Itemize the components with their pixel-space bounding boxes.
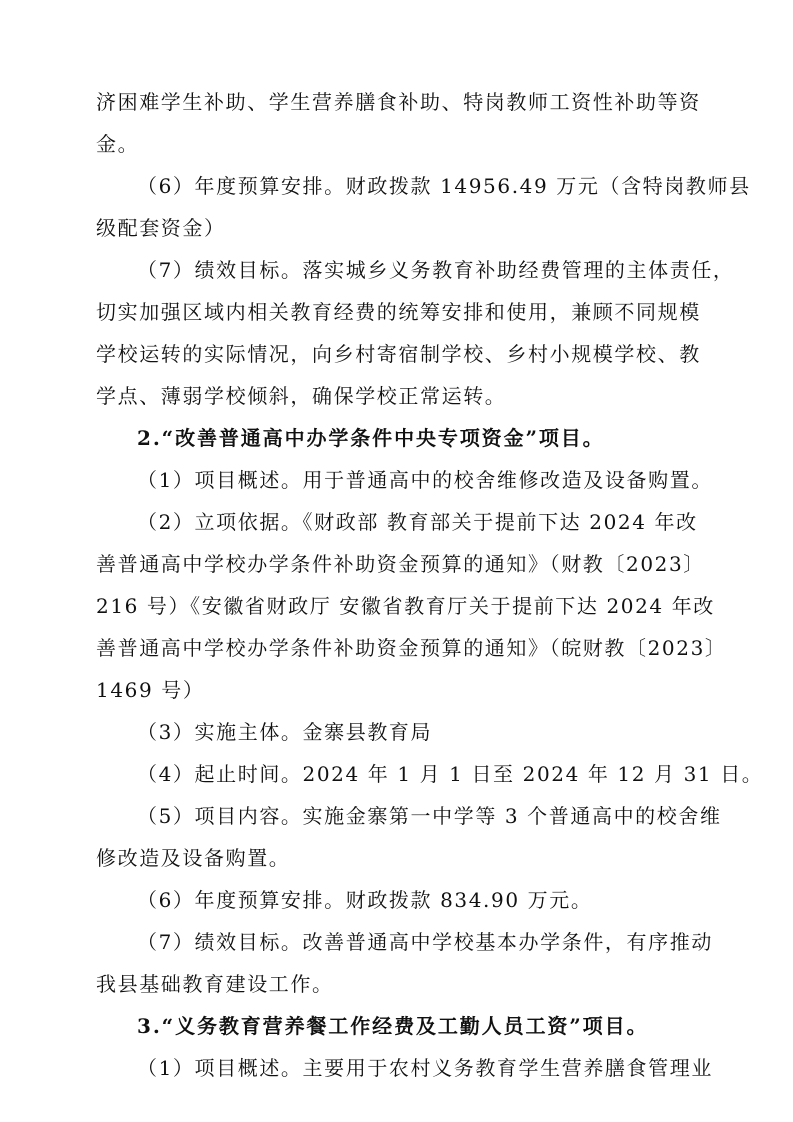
list-item-period: （4）起止时间。2024 年 1 月 1 日至 2024 年 12 月 31 日。 [137, 762, 764, 786]
body-text-line: 我县基础教育建设工作。 [96, 972, 334, 996]
list-item-basis: （2）立项依据。《财政部 教育部关于提前下达 2024 年改 [137, 510, 698, 534]
body-text-line: 1469 号） [96, 678, 205, 702]
list-item-annual-budget: （6）年度预算安排。财政拨款 834.90 万元。 [137, 888, 593, 912]
list-item-overview: （1）项目概述。用于普通高中的校舍维修改造及设备购置。 [137, 468, 713, 492]
list-item-performance-goal: （7）绩效目标。改善普通高中学校基本办学条件，有序推动 [137, 930, 713, 954]
body-text-line: 切实加强区域内相关教育经费的统筹安排和使用，兼顾不同规模 [96, 300, 701, 324]
list-item-performance-goal: （7）绩效目标。落实城乡义务教育补助经费管理的主体责任， [137, 258, 735, 282]
body-text-line: 善普通高中学校办学条件补助资金预算的通知》（财教〔2023〕 [96, 552, 705, 576]
body-text-line: 级配套资金） [96, 216, 226, 240]
list-item-implementer: （3）实施主体。金寨县教育局 [137, 720, 433, 744]
body-text-line: 学点、薄弱学校倾斜，确保学校正常运转。 [96, 384, 507, 408]
section-heading-3: 3.“义务教育营养餐工作经费及工勤人员工资”项目。 [137, 1014, 649, 1038]
list-item-overview: （1）项目概述。主要用于农村义务教育学生营养膳食管理业 [137, 1056, 713, 1080]
body-text-line: 学校运转的实际情况，向乡村寄宿制学校、乡村小规模学校、教 [96, 342, 701, 366]
body-text-line: 金。 [96, 132, 140, 156]
body-text-line: 216 号）《安徽省财政厅 安徽省教育厅关于提前下达 2024 年改 [96, 594, 715, 618]
list-item-content: （5）项目内容。实施金寨第一中学等 3 个普通高中的校舍维 [137, 804, 722, 828]
section-heading-2: 2.“改善普通高中办学条件中央专项资金”项目。 [137, 426, 605, 450]
body-text-line: 修改造及设备购置。 [96, 846, 291, 870]
list-item-annual-budget: （6）年度预算安排。财政拨款 14956.49 万元（含特岗教师县 [137, 174, 751, 198]
body-text-line: 济困难学生补助、学生营养膳食补助、特岗教师工资性补助等资 [96, 90, 701, 114]
body-text-line: 善普通高中学校办学条件补助资金预算的通知》（皖财教〔2023〕 [96, 636, 727, 660]
